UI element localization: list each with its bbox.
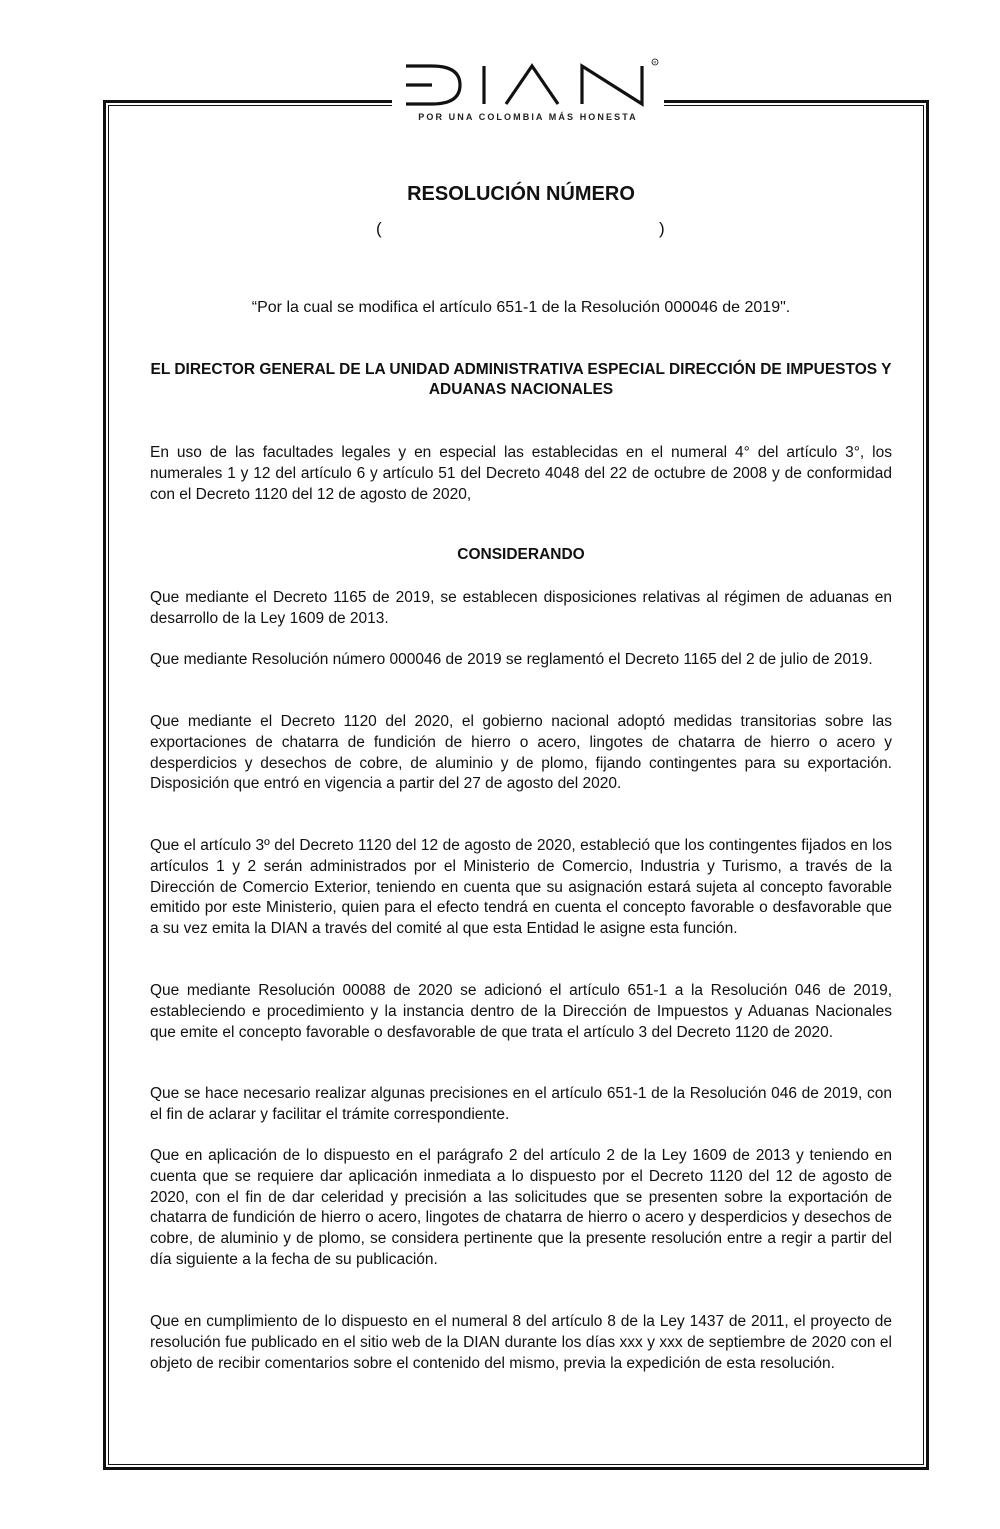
number-placeholder-open: ( bbox=[376, 219, 382, 238]
considerando-paragraph: Que mediante Resolución 00088 de 2020 se adicionó el artículo 651-1 a la Resolución 046 de 2019, estableciendo e procedimiento y la instancia dentro de la Dirección de Impuestos y Aduanas Nacionales que emite el concepto favorable o desfavorable de que trata el artículo 3 del Decreto 1120 de 2020. bbox=[150, 982, 892, 1041]
considerando-paragraph: Que en cumplimiento de lo dispuesto en el numeral 8 del artículo 8 de la Ley 1437 de 2011, el proyecto de resolución fue publicado en el sitio web de la DIAN durante los días xxx y xxx de septiembre de 2020 con el objeto de recibir comentarios sobre el contenido del mismo, previa la expedición de esta resolución. bbox=[150, 1313, 892, 1372]
considerando-paragraph: Que se hace necesario realizar algunas precisiones en el artículo 651-1 de la Resolución 046 de 2019, con el fin de aclarar y facilitar el trámite correspondiente. bbox=[150, 1085, 892, 1123]
logo-tagline: POR UNA COLOMBIA MÁS HONESTA bbox=[418, 112, 638, 122]
considerando-paragraph: Que mediante el Decreto 1120 del 2020, el gobierno nacional adoptó medidas transitorias sobre las exportaciones de chatarra de fundición de hierro o acero, lingotes de chatarra de hierro o acero y desperdicios y desechos de cobre, de aluminio y de plomo, fijando contingentes para su exportación. Disposición que entró en vigencia a partir del 27 de agosto del 2020. bbox=[150, 713, 892, 793]
considerando-paragraph: Que mediante el Decreto 1165 de 2019, se establecen disposiciones relativas al régimen de aduanas en desarrollo de la Ley 1609 de 2013. bbox=[150, 589, 892, 627]
intro-paragraph: En uso de las facultades legales y en especial las establecidas en el numeral 4° del artículo 3°, los numerales 1 y 12 del artículo 6 y artículo 51 del Decreto 4048 del 22 de octubre de 2008 y de conformidad con el Decreto 1120 del 12 de agosto de 2020, bbox=[150, 444, 892, 503]
considerando-paragraph: Que mediante Resolución número 000046 de 2019 se reglamentó el Decreto 1165 del 2 de julio de 2019. bbox=[150, 651, 873, 668]
dian-logo bbox=[402, 58, 660, 108]
issuing-authority: EL DIRECTOR GENERAL DE LA UNIDAD ADMINISTRATIVA ESPECIAL DIRECCIÓN DE IMPUESTOS Y ADUANAS NACIONALES bbox=[150, 361, 892, 398]
considerando-heading: CONSIDERANDO bbox=[457, 546, 585, 563]
svg-text:R: R bbox=[653, 59, 657, 65]
considerando-paragraph: Que en aplicación de lo dispuesto en el parágrafo 2 del artículo 2 de la Ley 1609 de 2013 y teniendo en cuenta que se requiere dar aplicación inmediata a lo dispuesto por el Decreto 1120 del 12 de agosto de 2020, con el fin de dar celeridad y precisión a las solicitudes que se presenten sobre la exportación de chatarra de fundición de hierro o acero, lingotes de chatarra de hierro o acero y desperdicios y desechos de cobre, de aluminio y de plomo, se considera pertinente que la presente resolución entre a regir a partir del día siguiente a la fecha de su publicación. bbox=[150, 1147, 892, 1268]
document-subtitle: “Por la cual se modifica el artículo 651-1 de la Resolución 000046 de 2019". bbox=[251, 299, 791, 316]
number-placeholder-close: ) bbox=[659, 219, 665, 238]
document-title: RESOLUCIÓN NÚMERO bbox=[407, 183, 635, 205]
considerando-paragraph: Que el artículo 3º del Decreto 1120 del 12 de agosto de 2020, estableció que los contingentes fijados en los artículos 1 y 2 serán administrados por el Ministerio de Comercio, Industria y Turismo, a través de la Dirección de Comercio Exterior, teniendo en cuenta que su asignación estará sujeta al concepto favorable emitido por este Ministerio, quien para el efecto tendrá en cuenta el concepto favorable o desfavorable que a su vez emita la DIAN a través del comité al que esta Entidad le asigne esta función. bbox=[150, 837, 892, 938]
